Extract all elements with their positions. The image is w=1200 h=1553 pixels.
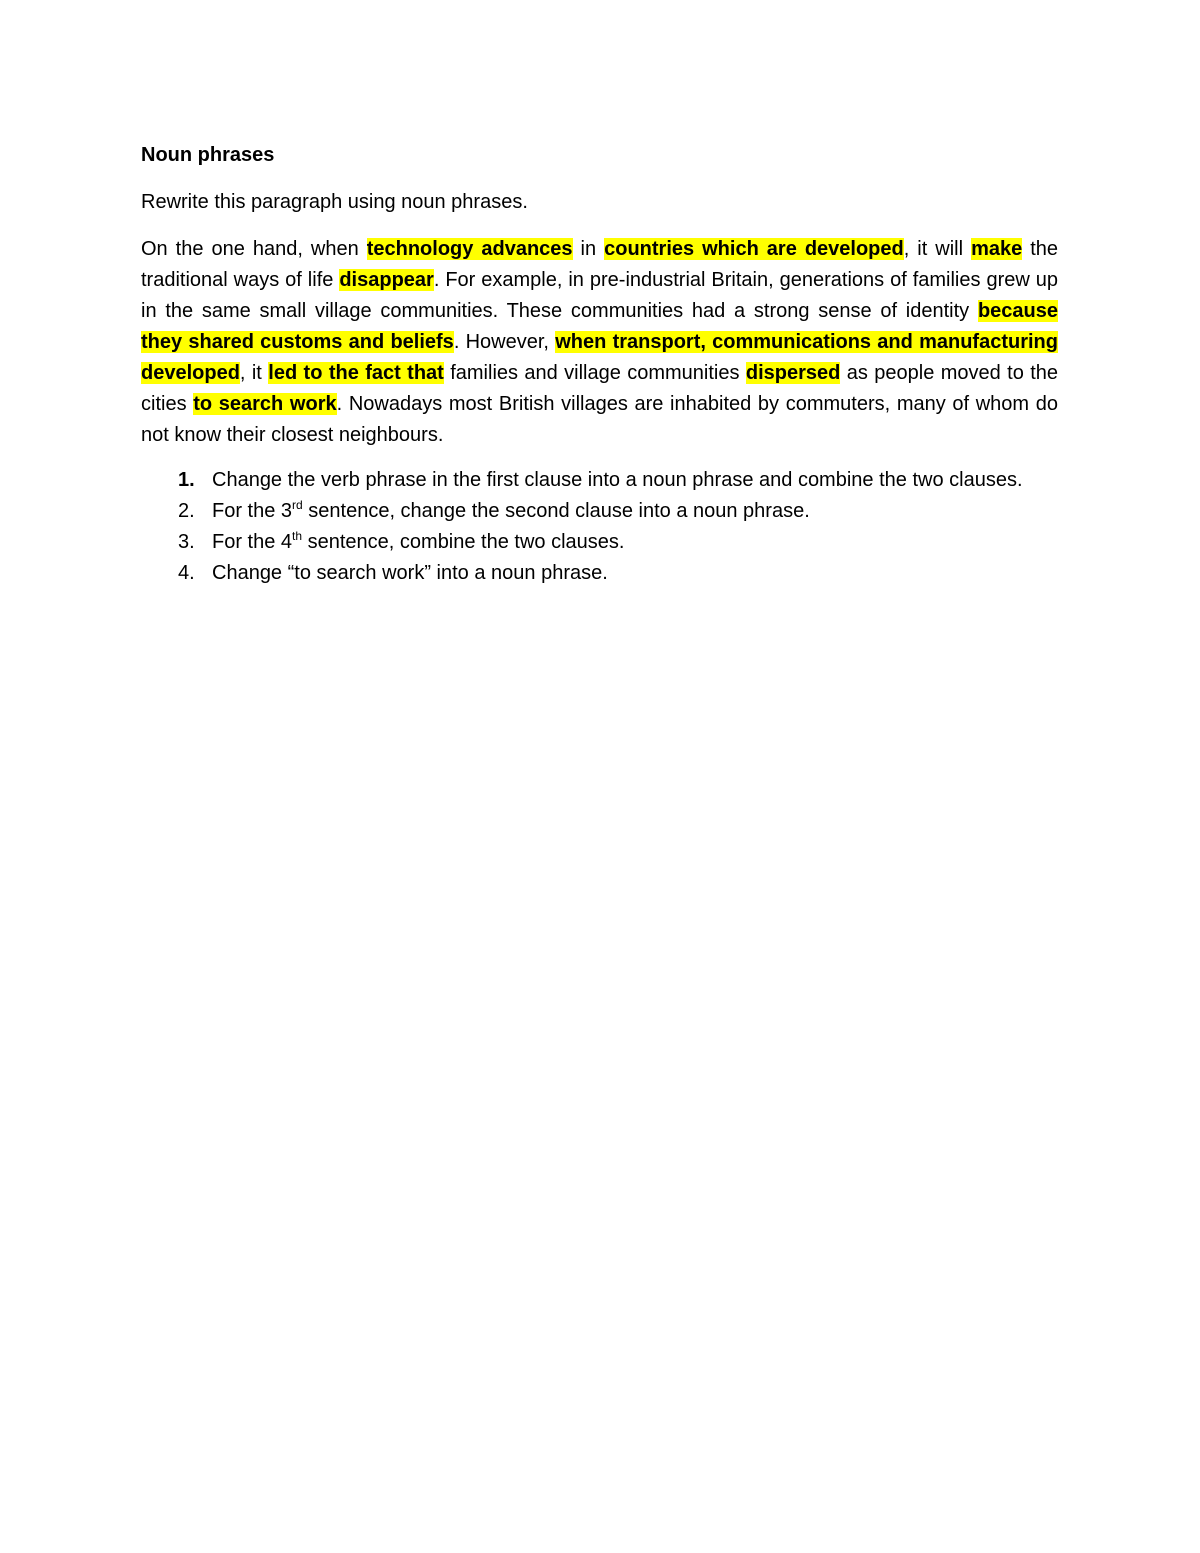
highlighted-phrase: make	[971, 238, 1023, 260]
task-number: 4.	[178, 562, 195, 584]
paragraph-text: in	[572, 238, 605, 260]
ordinal-suffix: rd	[292, 498, 303, 512]
task-text: For the 4	[212, 531, 293, 553]
task-item	[178, 558, 1058, 589]
paragraph-text: the traditional ways of life	[141, 238, 1059, 291]
highlighted-phrase: dispersed	[745, 362, 841, 384]
highlighted-phrase: technology advances	[366, 238, 573, 260]
paragraph-text: . Nowadays most British villages are inhabited by commuters, many of whom do not know their closest neighbours.	[141, 393, 1059, 446]
instruction-text: Rewrite this paragraph using noun phrases.	[141, 191, 528, 213]
paragraph-text: , it	[239, 362, 269, 384]
paragraph-text: . For example, in pre-industrial Britain, generations of families grew up in the same small village communities. These communities had a strong sense of identity	[141, 269, 1058, 322]
task-item	[178, 496, 1058, 527]
highlighted-phrase: to search work	[193, 393, 337, 415]
paragraph-text: On the one hand, when	[141, 238, 367, 260]
exercise-paragraph	[141, 234, 1058, 451]
task-item	[178, 527, 1058, 558]
task-text: Change “to search work” into a noun phrase.	[212, 562, 608, 584]
highlighted-phrase: countries which are developed	[604, 238, 904, 260]
document-title: Noun phrases	[141, 144, 275, 166]
task-number: 3.	[178, 531, 195, 553]
task-text: sentence, combine the two clauses.	[302, 531, 625, 553]
paragraph-text: families and village communities	[443, 362, 746, 384]
task-text: Change the verb phrase in the first clause into a noun phrase and combine the two clauses.	[212, 469, 1023, 491]
task-list	[141, 465, 1058, 589]
paragraph-text: , it will	[903, 238, 972, 260]
task-item	[178, 465, 1058, 496]
task-text: For the 3	[212, 500, 293, 522]
highlighted-phrase: when transport, communications and manufacturing developed	[141, 331, 1058, 384]
highlighted-phrase: led to the fact that	[268, 362, 444, 384]
highlighted-phrase: disappear	[339, 269, 434, 291]
paragraph-text: . However,	[453, 331, 556, 353]
paragraph-text: as people moved to the cities	[141, 362, 1059, 415]
highlighted-phrase: because they shared customs and beliefs	[141, 300, 1058, 353]
task-text: sentence, change the second clause into a noun phrase.	[302, 500, 810, 522]
document-content	[141, 140, 1058, 589]
task-number: 2.	[178, 500, 195, 522]
task-number: 1.	[178, 469, 195, 491]
ordinal-suffix: th	[292, 529, 303, 543]
